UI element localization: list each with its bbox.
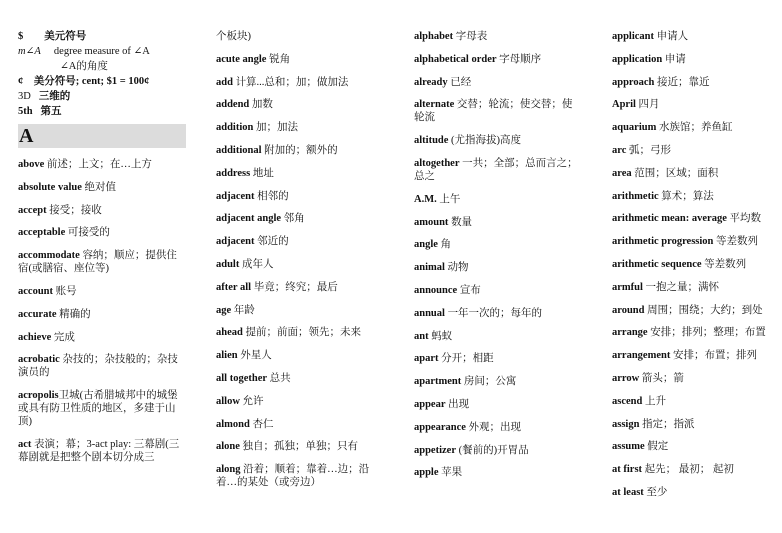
dictionary-entry — [216, 235, 384, 248]
headword: amount — [414, 216, 449, 228]
definition: 申请人 — [654, 31, 689, 42]
headword: appearance — [414, 421, 466, 433]
definition: 成年人 — [239, 258, 274, 270]
headword: ascend — [612, 395, 643, 407]
headword: addition — [216, 122, 254, 134]
intro-symbol: 5th — [18, 106, 33, 117]
dictionary-entry — [18, 308, 186, 321]
dictionary-entry — [18, 353, 186, 379]
definition: 申请 — [662, 53, 686, 65]
definition: 箭头；箭 — [639, 372, 684, 384]
headword: adjacent — [216, 236, 255, 248]
dictionary-entry — [612, 121, 780, 134]
dictionary-entry — [612, 304, 780, 317]
headword: all together — [216, 372, 268, 384]
definition: 毕竟；终究；最后 — [251, 281, 338, 293]
definition: 已经 — [447, 76, 472, 88]
headword: allow — [216, 395, 240, 407]
headword: April — [612, 99, 636, 111]
headword: absolute value — [18, 181, 82, 193]
definition: 邻角 — [281, 213, 305, 225]
definition: 等差数列 — [713, 236, 759, 248]
column-2 — [216, 30, 384, 499]
headword: angle — [414, 239, 438, 251]
dictionary-entry — [414, 261, 580, 274]
headword: altogether — [414, 157, 460, 169]
definition: 附加的；额外的 — [261, 144, 338, 156]
dictionary-entry — [414, 352, 580, 365]
column-4 — [612, 30, 780, 509]
dictionary-entry — [414, 53, 580, 66]
dictionary-entry — [414, 330, 580, 343]
headword: arithmetic sequence — [612, 258, 702, 270]
dictionary-entry — [216, 418, 384, 431]
definition: 蚂蚁 — [428, 330, 453, 342]
entry-list — [18, 158, 186, 464]
definition: 表演；幕；3-act play: 三幕剧(三幕剧就是把整个剧本切分成三 — [18, 438, 180, 463]
dictionary-entry — [612, 372, 780, 385]
dictionary-entry — [612, 53, 780, 66]
dictionary-entry — [216, 121, 384, 134]
dictionary-entry — [414, 216, 580, 229]
definition: 加；加法 — [253, 122, 298, 134]
headword: applicant — [612, 31, 655, 42]
headword: approach — [612, 76, 655, 88]
headword: at least — [612, 486, 644, 498]
intro-text: 三维的 — [38, 91, 71, 102]
dictionary-entry — [612, 281, 780, 294]
headword: apple — [414, 467, 439, 479]
dictionary-entry — [216, 349, 384, 362]
dictionary-entry — [216, 144, 384, 157]
headword: adult — [216, 258, 240, 270]
headword: animal — [414, 262, 445, 274]
dictionary-entry — [612, 167, 780, 180]
dictionary-entry — [414, 307, 580, 320]
column-1 — [18, 30, 186, 474]
definition: 地址 — [250, 167, 274, 179]
headword: age — [216, 304, 232, 316]
intro-symbol: m∠A — [18, 46, 41, 57]
intro-text: 美元符号 — [44, 31, 87, 42]
dictionary-entry — [414, 76, 580, 89]
dictionary-entry — [18, 204, 186, 217]
definition: 水族馆；养鱼缸 — [656, 122, 733, 134]
dictionary-entry — [612, 258, 780, 271]
headword: arithmetic mean: average — [612, 213, 727, 225]
dictionary-entry — [612, 395, 780, 408]
dictionary-entry — [216, 395, 384, 408]
section-letter-heading: A — [18, 124, 186, 148]
headword: arrange — [612, 327, 648, 339]
headword: act — [18, 438, 32, 450]
dictionary-entry — [612, 418, 780, 431]
definition: 字母表 — [453, 31, 488, 42]
definition: 加数 — [249, 99, 273, 111]
headword: acceptable — [18, 227, 66, 239]
definition: 四月 — [635, 99, 660, 111]
definition: 锐角 — [266, 53, 291, 65]
intro-text: degree measure of ∠A — [53, 46, 150, 57]
dictionary-entry — [612, 144, 780, 157]
definition: 周围；围绕；大约；到处 — [644, 304, 763, 316]
headword: already — [414, 76, 448, 88]
dictionary-entry — [414, 193, 580, 206]
headword: alternate — [414, 99, 455, 111]
definition: 沿着；顺着；靠着…边；沿着…的某处（或旁边） — [216, 464, 370, 489]
dictionary-entry — [414, 444, 580, 457]
definition: 交替；轮流；使交替；使轮流 — [414, 99, 573, 124]
definition: 外星人 — [237, 350, 272, 362]
dictionary-entry — [18, 285, 186, 298]
dictionary-entry — [216, 372, 384, 385]
dictionary-entry — [216, 440, 384, 453]
intro-row — [18, 45, 186, 58]
entry-list — [414, 30, 580, 479]
definition: 杂技的；杂技般的；杂技演员的 — [18, 354, 178, 379]
symbols-intro — [18, 30, 186, 118]
dictionary-entry — [612, 486, 780, 499]
definition: 安排；排列；整理；布置 — [647, 327, 766, 339]
definition: 前述；上文；在…上方 — [44, 159, 152, 170]
dictionary-entry — [612, 30, 780, 43]
headword: accommodate — [18, 250, 80, 262]
dictionary-entry — [18, 226, 186, 239]
headword: add — [216, 76, 233, 88]
definition: 容纳；顺应；提供住宿(或膳宿、座位等) — [18, 250, 177, 275]
definition: 苹果 — [438, 467, 463, 479]
definition: 总共 — [267, 372, 291, 384]
definition: 账号 — [53, 285, 77, 297]
definition: 完成 — [51, 331, 75, 343]
headword: additional — [216, 144, 262, 156]
intro-text: ∠A的角度 — [60, 61, 108, 72]
headword: appear — [414, 398, 446, 410]
headword: achieve — [18, 331, 52, 343]
definition: 范围；区域；面积 — [631, 167, 719, 179]
dictionary-entry — [414, 238, 580, 251]
dictionary-entry — [414, 466, 580, 479]
definition: 精确的 — [56, 308, 91, 320]
entry-list — [612, 30, 780, 499]
headword: assume — [612, 441, 645, 453]
intro-text: 第五 — [40, 106, 62, 117]
headword: adjacent — [216, 190, 255, 202]
dictionary-entry — [18, 331, 186, 344]
dictionary-entry — [216, 53, 384, 66]
definition: 弧；弓形 — [626, 144, 672, 156]
headword: accept — [18, 204, 47, 216]
dictionary-entry — [414, 398, 580, 411]
dictionary-entry — [414, 157, 580, 183]
definition: 可接受的 — [65, 227, 110, 239]
headword: aquarium — [612, 122, 657, 134]
dictionary-entry — [18, 249, 186, 275]
headword: arc — [612, 144, 627, 156]
dictionary-entry — [216, 281, 384, 294]
definition: 杏仁 — [249, 418, 274, 430]
definition: 一抱之量；满怀 — [642, 281, 720, 293]
dictionary-entry — [414, 30, 580, 43]
dictionary-entry — [216, 98, 384, 111]
dictionary-entry — [18, 438, 186, 464]
dictionary-entry — [414, 284, 580, 297]
intro-symbol: ¢ — [18, 76, 24, 87]
headword: acrobatic — [18, 354, 60, 366]
definition: 邻近的 — [254, 236, 289, 248]
definition: 分开；相距 — [438, 353, 494, 365]
headword: arrangement — [612, 350, 671, 362]
definition: 绝对值 — [81, 181, 117, 193]
definition: (餐前的)开胃品 — [456, 444, 529, 456]
headword: acute angle — [216, 53, 267, 65]
dictionary-entry — [612, 349, 780, 362]
headword: acropolis — [18, 390, 59, 402]
headword: announce — [414, 284, 458, 296]
definition: 一年一次的；每年的 — [444, 307, 543, 319]
definition: 动物 — [444, 262, 469, 274]
headword: accurate — [18, 308, 57, 320]
definition: 起先； 最初； 起初 — [642, 464, 734, 476]
definition: 宣布 — [457, 284, 481, 296]
definition: 平均数 — [726, 213, 761, 225]
headword: alien — [216, 350, 238, 362]
dictionary-entry — [414, 134, 580, 147]
definition: 出现 — [445, 398, 470, 410]
dictionary-entry — [612, 440, 780, 453]
headword: ahead — [216, 327, 243, 339]
intro-row — [18, 30, 186, 43]
headword: annual — [414, 307, 445, 319]
dictionary-entry — [612, 235, 780, 248]
column-3 — [414, 30, 580, 489]
headword: arrow — [612, 372, 640, 384]
dictionary-entry — [414, 421, 580, 434]
intro-symbol: 3D — [18, 91, 31, 102]
intro-row — [18, 105, 186, 118]
intro-row — [18, 90, 186, 103]
headword: around — [612, 304, 645, 316]
continued-text: 个板块) — [216, 31, 251, 42]
headword: apartment — [414, 376, 462, 388]
headword: A.M. — [414, 193, 437, 205]
definition: 上升 — [642, 395, 666, 407]
headword: adjacent angle — [216, 213, 282, 225]
intro-symbol: $ — [18, 31, 24, 42]
definition: (尤指海拔)高度 — [448, 135, 522, 147]
definition: 数量 — [448, 216, 473, 228]
definition: 允许 — [239, 395, 264, 407]
definition: 一共；全部；总而言之；总之 — [414, 157, 578, 182]
dictionary-entry — [18, 181, 186, 194]
headword: arithmetic progression — [612, 236, 714, 248]
dictionary-entry — [612, 98, 780, 111]
definition: 算术；算法 — [658, 190, 714, 202]
headword: after all — [216, 281, 252, 293]
definition: 至少 — [643, 486, 668, 498]
headword: alphabet — [414, 31, 454, 42]
dictionary-entry — [216, 167, 384, 180]
dictionary-entry — [612, 463, 780, 476]
dictionary-entry — [216, 212, 384, 225]
definition: 外观；出现 — [465, 421, 522, 433]
definition: 相邻的 — [254, 190, 289, 202]
dictionary-entry — [612, 212, 780, 225]
definition: 字母顺序 — [496, 53, 542, 65]
dictionary-entry — [216, 76, 384, 89]
headword: application — [612, 53, 663, 65]
intro-row — [18, 75, 186, 88]
definition: 计算...总和；加；做加法 — [232, 76, 349, 88]
headword: account — [18, 285, 53, 297]
headword: appetizer — [414, 444, 456, 456]
dictionary-entry — [216, 258, 384, 271]
dictionary-entry — [612, 190, 780, 203]
headword: above — [18, 159, 45, 170]
headword: arithmetic — [612, 190, 659, 202]
headword: ant — [414, 330, 429, 342]
dictionary-entry — [612, 76, 780, 89]
dictionary-entry — [18, 158, 186, 171]
dictionary-entry — [216, 326, 384, 339]
dictionary-entry — [414, 375, 580, 388]
dictionary-entry — [612, 326, 780, 339]
intro-row — [18, 60, 186, 73]
headword: along — [216, 464, 241, 476]
headword: alphabetical order — [414, 53, 497, 65]
definition: 角 — [437, 239, 452, 251]
intro-text: 美分符号; cent; $1 = 100¢ — [33, 76, 150, 87]
headword: armful — [612, 281, 643, 293]
definition: 指定；指派 — [639, 418, 695, 430]
definition: 接近；靠近 — [654, 76, 710, 88]
headword: address — [216, 167, 251, 179]
definition: 接受；接收 — [46, 204, 102, 216]
definition: 房间；公寓 — [461, 376, 517, 388]
dictionary-entry — [216, 190, 384, 203]
dictionary-entry — [18, 389, 186, 428]
entry-list — [216, 53, 384, 489]
definition: 假定 — [644, 441, 669, 453]
headword: area — [612, 167, 632, 179]
definition: 年龄 — [231, 304, 255, 316]
definition: 上午 — [436, 193, 461, 205]
definition: 安排；布置；排列 — [670, 350, 757, 362]
headword: apart — [414, 353, 439, 365]
headword: at first — [612, 464, 643, 476]
definition: 提前；前面；领先；未来 — [242, 327, 361, 339]
dictionary-entry — [216, 304, 384, 317]
headword: altitude — [414, 135, 449, 147]
headword: addend — [216, 99, 250, 111]
definition: 卫城(古希腊城邦中的城堡或具有防卫性质的地区，多建于山顶) — [18, 390, 178, 428]
dictionary-entry — [216, 463, 384, 489]
headword: almond — [216, 418, 250, 430]
definition: 等差数列 — [701, 258, 747, 270]
headword: assign — [612, 418, 640, 430]
definition: 独自；孤独；单独；只有 — [239, 441, 359, 453]
headword: alone — [216, 441, 240, 453]
dictionary-entry — [414, 98, 580, 124]
